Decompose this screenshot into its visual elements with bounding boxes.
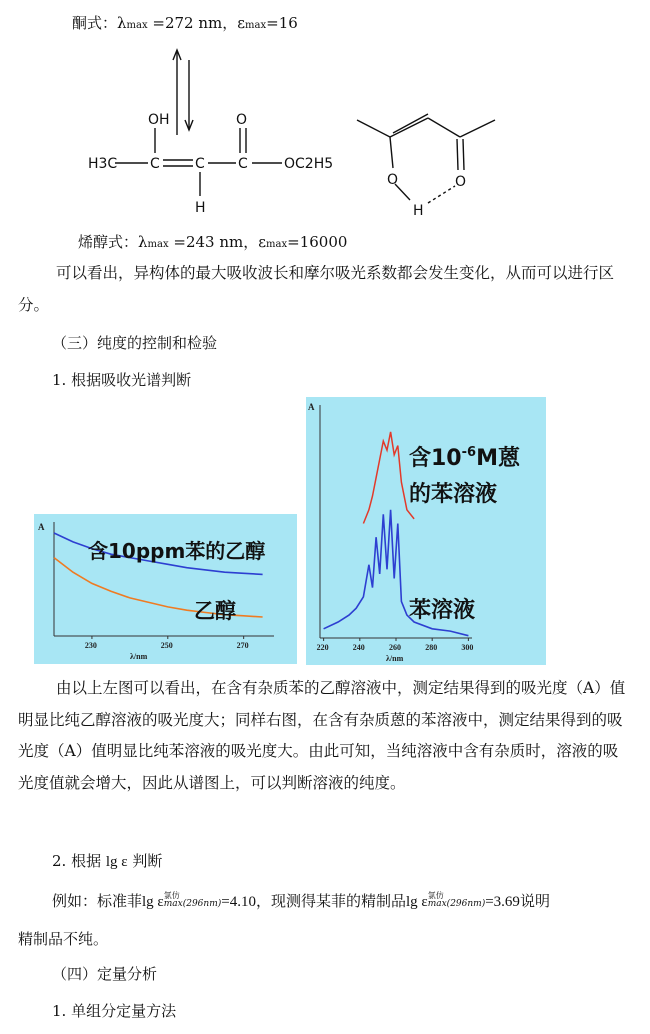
x-tick-label: 220 — [316, 643, 329, 652]
chart-right-svg — [306, 397, 546, 665]
epsilon-subscript: max — [266, 239, 288, 250]
example-scripts-1 — [164, 892, 222, 908]
atom-h3c: H3C — [88, 156, 118, 172]
x-tick-label: 280 — [425, 643, 438, 652]
example-lg-1: lg ε — [142, 894, 164, 910]
paragraph-chart-analysis: 由以上左图可以看出，在含有杂质苯的乙醇溶液中，测定结果得到的吸光度（A）值明显比纯乙醇溶液的吸光度大；同样右图，在含有杂质蒽的苯溶液中，测定结果得到的吸光度（A）值明显比纯苯溶液的吸光度大。由此可知，当纯溶液中含有杂质时，溶液的吸光度值就会增大，因此从谱图上，可以判断溶液的纯度。 — [18, 679, 626, 792]
atom-o-top: O — [236, 112, 248, 128]
sup-chloroform-1: 氯仿 — [163, 891, 180, 900]
epsilon-value: =16 — [266, 14, 298, 32]
atom-h-bottom: H — [195, 200, 206, 216]
std-value: =4.10 — [221, 894, 256, 910]
lambda-value: =272 nm， — [147, 14, 238, 32]
label-benzene-ethanol: 含10ppm苯的乙醇 — [88, 539, 266, 563]
ring-bond-1 — [357, 120, 390, 137]
sub-max-1: max(296nm) — [163, 899, 222, 909]
measured-value: =3.69 — [485, 894, 520, 910]
atom-c1: C — [150, 156, 160, 172]
ring-bond-3 — [390, 118, 428, 137]
atom-o-right: O — [455, 174, 467, 190]
example-suffix: 说明 — [519, 892, 550, 910]
example-line — [52, 890, 550, 911]
item-absorption-spectrum: 1. 根据吸收光谱判断 — [52, 371, 192, 389]
keto-line — [72, 12, 298, 33]
x-tick-label: 250 — [160, 641, 173, 650]
lambda-symbol: λ — [117, 14, 127, 32]
atom-c2: C — [195, 156, 205, 172]
label-benzene: 苯溶液 — [409, 598, 476, 623]
sup-chloroform-2: 氯仿 — [427, 891, 444, 900]
atom-c3: C — [238, 156, 248, 172]
example-line2: 精制品不纯。 — [18, 930, 109, 948]
x-tick-label: 260 — [389, 643, 401, 652]
example-prefix: 例如：标准菲 — [52, 892, 143, 910]
right-y-letter: A — [308, 402, 315, 412]
ring-bond-3b — [393, 114, 428, 133]
section-heading-purity: （三）纯度的控制和检验 — [52, 334, 218, 352]
ring-bond-6 — [457, 139, 458, 170]
ring-bond-5 — [460, 120, 495, 137]
paragraph-isomers: 可以看出，异构体的最大吸收波长和摩尔吸光系数都会发生变化，从而可以进行区分。 — [18, 264, 615, 314]
chart-left-ethanol — [34, 514, 297, 664]
atom-oc2h5: OC2H5 — [284, 156, 334, 172]
item2-suffix: 判断 — [127, 852, 163, 870]
left-y-letter: A — [38, 522, 45, 532]
epsilon-symbol: ε — [258, 233, 267, 251]
atom-o-left: O — [387, 172, 399, 188]
x-tick-label: 270 — [236, 641, 249, 650]
hydrogen-bond-dashed — [428, 186, 455, 203]
lambda-value: =243 nm， — [168, 233, 259, 251]
label-anthracene-line1: 含$10^{-6}M$蒽 — [409, 445, 520, 471]
chart-right-benzene — [306, 397, 546, 665]
epsilon-subscript: max — [245, 20, 267, 31]
right-x-label: λ/nm — [386, 654, 404, 663]
example-lg-2: lg ε — [405, 894, 428, 910]
item2-lg: lg ε — [105, 854, 128, 870]
sub-max-2: max(296nm) — [427, 899, 486, 909]
enol-line — [78, 231, 347, 252]
epsilon-value: =16000 — [287, 233, 348, 251]
example-middle: ，现测得某菲的精制品 — [255, 892, 406, 910]
lambda-subscript: max — [126, 20, 148, 31]
x-tick-label: 230 — [84, 641, 97, 650]
x-tick-label: 240 — [352, 643, 365, 652]
epsilon-symbol: ε — [237, 14, 246, 32]
lambda-subscript: max — [147, 239, 169, 250]
atom-h-bridge: H — [413, 203, 424, 219]
item2-prefix: 2. 根据 — [52, 852, 106, 870]
label-anthracene-line2: 的苯溶液 — [409, 482, 498, 507]
series-anthracene-benzene-line — [363, 432, 414, 524]
ring-bond-6b — [463, 139, 464, 170]
enol-label: 烯醇式： — [78, 233, 139, 251]
atom-oh: OH — [148, 112, 170, 128]
x-tick-label: 300 — [461, 643, 474, 652]
left-x-label: λ/nm — [130, 652, 148, 661]
section-heading-quantitative: （四）定量分析 — [52, 965, 158, 983]
label-ethanol: 乙醇 — [194, 599, 236, 623]
ring-bond-2 — [390, 137, 393, 168]
item-single-component: 1. 单组分定量方法 — [52, 1002, 177, 1020]
item-lg-epsilon — [52, 850, 162, 871]
lambda-symbol: λ — [138, 233, 148, 251]
chart-left-svg — [34, 514, 297, 664]
ring-bond-4 — [428, 118, 460, 137]
keto-label: 酮式： — [72, 14, 118, 32]
tautomer-structure-diagram — [60, 40, 540, 230]
example-scripts-2 — [428, 892, 486, 908]
